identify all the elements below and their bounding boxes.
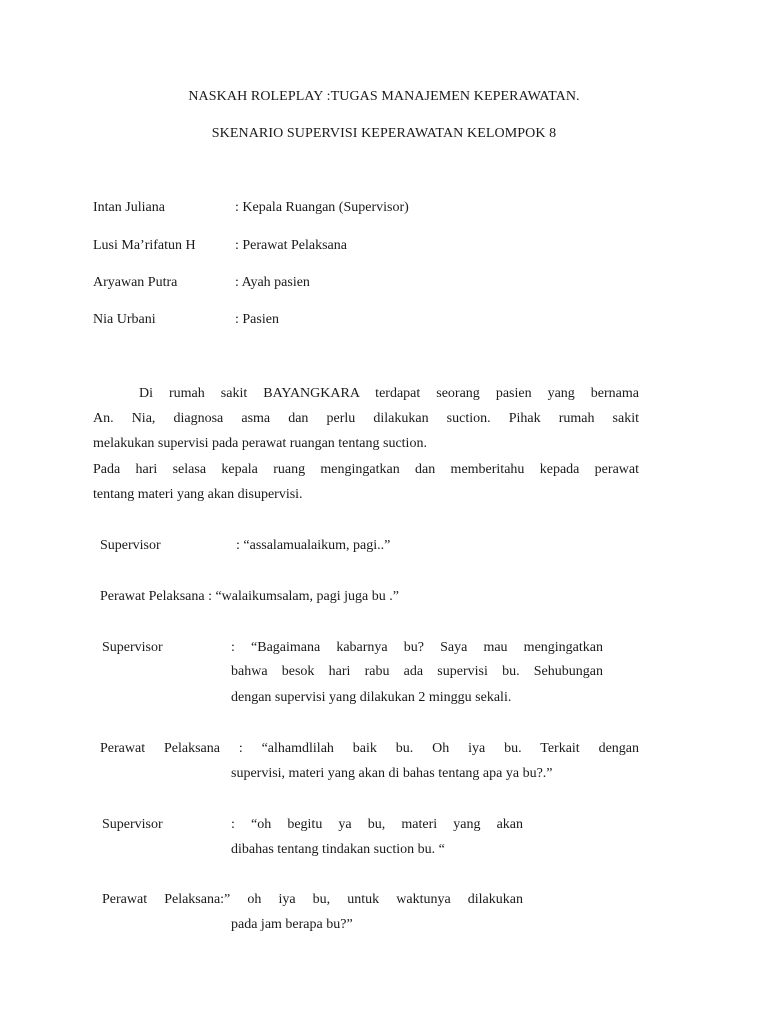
dialogue-line: : “oh begitu ya bu, materi yang akan [231, 817, 523, 832]
intro-line: melakukan supervisi pada perawat ruangan tentang suction. [93, 436, 427, 451]
dialogue-line: : “assalamualaikum, pagi..” [236, 538, 391, 553]
cast-name: Intan Juliana [93, 200, 165, 215]
intro-line: Pada hari selasa kepala ruang mengingatkan dan memberitahu kepada perawat [93, 462, 639, 477]
intro-line: Di rumah sakit BAYANGKARA terdapat seorang pasien yang bernama [139, 386, 639, 401]
dialogue-speaker: Supervisor [102, 640, 163, 655]
document-subtitle: SKENARIO SUPERVISI KEPERAWATAN KELOMPOK 8 [211, 126, 557, 141]
document-title: NASKAH ROLEPLAY :TUGAS MANAJEMEN KEPERAWATAN. [188, 89, 580, 104]
dialogue-line: supervisi, materi yang akan di bahas tentang apa ya bu?.” [231, 766, 553, 781]
cast-name: Lusi Ma’rifatun H [93, 238, 196, 253]
dialogue-line: bahwa besok hari rabu ada supervisi bu. Sehubungan [231, 664, 603, 679]
cast-role: : Kepala Ruangan (Supervisor) [235, 200, 409, 215]
intro-line: tentang materi yang akan disupervisi. [93, 487, 303, 502]
dialogue-line: : “Bagaimana kabarnya bu? Saya mau mengingatkan [231, 640, 603, 655]
cast-name: Aryawan Putra [93, 275, 178, 290]
dialogue-speaker: Supervisor [100, 538, 161, 553]
dialogue-line: dengan supervisi yang dilakukan 2 minggu sekali. [231, 690, 512, 705]
cast-name: Nia Urbani [93, 312, 156, 327]
dialogue-line: dibahas tentang tindakan suction bu. “ [231, 842, 445, 857]
dialogue-speaker: Perawat Pelaksana : “alhamdlilah baik bu. Oh iya bu. Terkait dengan [100, 741, 639, 756]
cast-role: : Ayah pasien [235, 275, 310, 290]
dialogue-speaker: Perawat Pelaksana:” oh iya bu, untuk waktunya dilakukan [102, 892, 523, 907]
dialogue-speaker: Perawat Pelaksana : “walaikumsalam, pagi juga bu .” [100, 589, 399, 604]
dialogue-line: pada jam berapa bu?” [231, 917, 353, 932]
intro-line: An. Nia, diagnosa asma dan perlu dilakukan suction. Pihak rumah sakit [93, 411, 639, 426]
dialogue-speaker: Supervisor [102, 817, 163, 832]
cast-role: : Pasien [235, 312, 279, 327]
cast-role: : Perawat Pelaksana [235, 238, 347, 253]
